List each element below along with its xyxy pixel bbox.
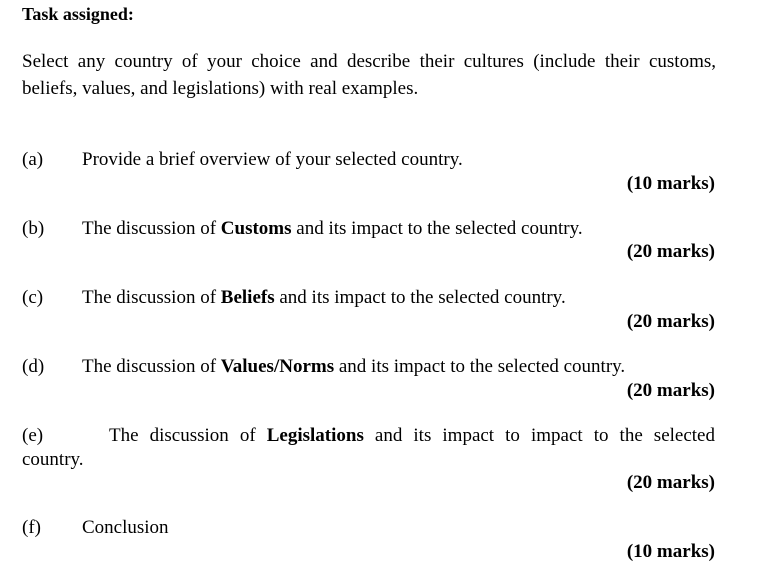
question-a-prefix: Provide a brief overview of your selected country. <box>82 149 463 170</box>
question-f-prefix: Conclusion <box>82 517 169 538</box>
question-b-suffix: and its impact to the selected country. <box>291 218 583 239</box>
question-a-letter: (a) <box>22 149 44 170</box>
question-d-keyword: Values/Norms <box>220 356 335 377</box>
question-c-keyword: Beliefs <box>220 287 275 308</box>
question-c-prefix: The discussion of <box>82 287 221 308</box>
question-c-suffix: and its impact to the selected country. <box>274 287 566 308</box>
question-e-suffix: and its impact to impact to the selected <box>363 425 715 446</box>
question-f-letter: (f) <box>22 517 41 538</box>
question-e-line <box>22 425 715 447</box>
question-e-letter: (e) <box>22 425 44 446</box>
question-d-marks: (20 marks) <box>626 380 715 401</box>
question-d-letter: (d) <box>22 356 45 377</box>
question-c-letter: (c) <box>22 287 44 308</box>
question-b-marks: (20 marks) <box>626 241 715 262</box>
question-e-continuation: country. <box>22 449 84 470</box>
question-f-text <box>82 517 169 539</box>
question-c-marks: (20 marks) <box>626 311 715 332</box>
question-f-marks: (10 marks) <box>626 541 715 562</box>
question-a-text <box>82 149 463 171</box>
question-a-marks: (10 marks) <box>626 173 715 194</box>
task-intro-line-1: Select any country of your choice and describe their cultures (include their customs, <box>22 51 716 72</box>
question-e-marks: (20 marks) <box>626 472 715 493</box>
task-heading: Task assigned: <box>22 4 134 24</box>
task-intro-line-2: beliefs, values, and legislations) with real examples. <box>22 78 419 99</box>
question-b-prefix: The discussion of <box>82 218 221 239</box>
question-c-text <box>82 287 566 309</box>
question-b-letter: (b) <box>22 218 45 239</box>
question-e-prefix: The discussion of <box>109 425 267 446</box>
question-e-keyword: Legislations <box>266 425 364 446</box>
question-b-keyword: Customs <box>220 218 292 239</box>
question-d-text <box>82 356 625 378</box>
question-d-prefix: The discussion of <box>82 356 221 377</box>
question-b-text <box>82 218 583 240</box>
question-d-suffix: and its impact to the selected country. <box>334 356 626 377</box>
